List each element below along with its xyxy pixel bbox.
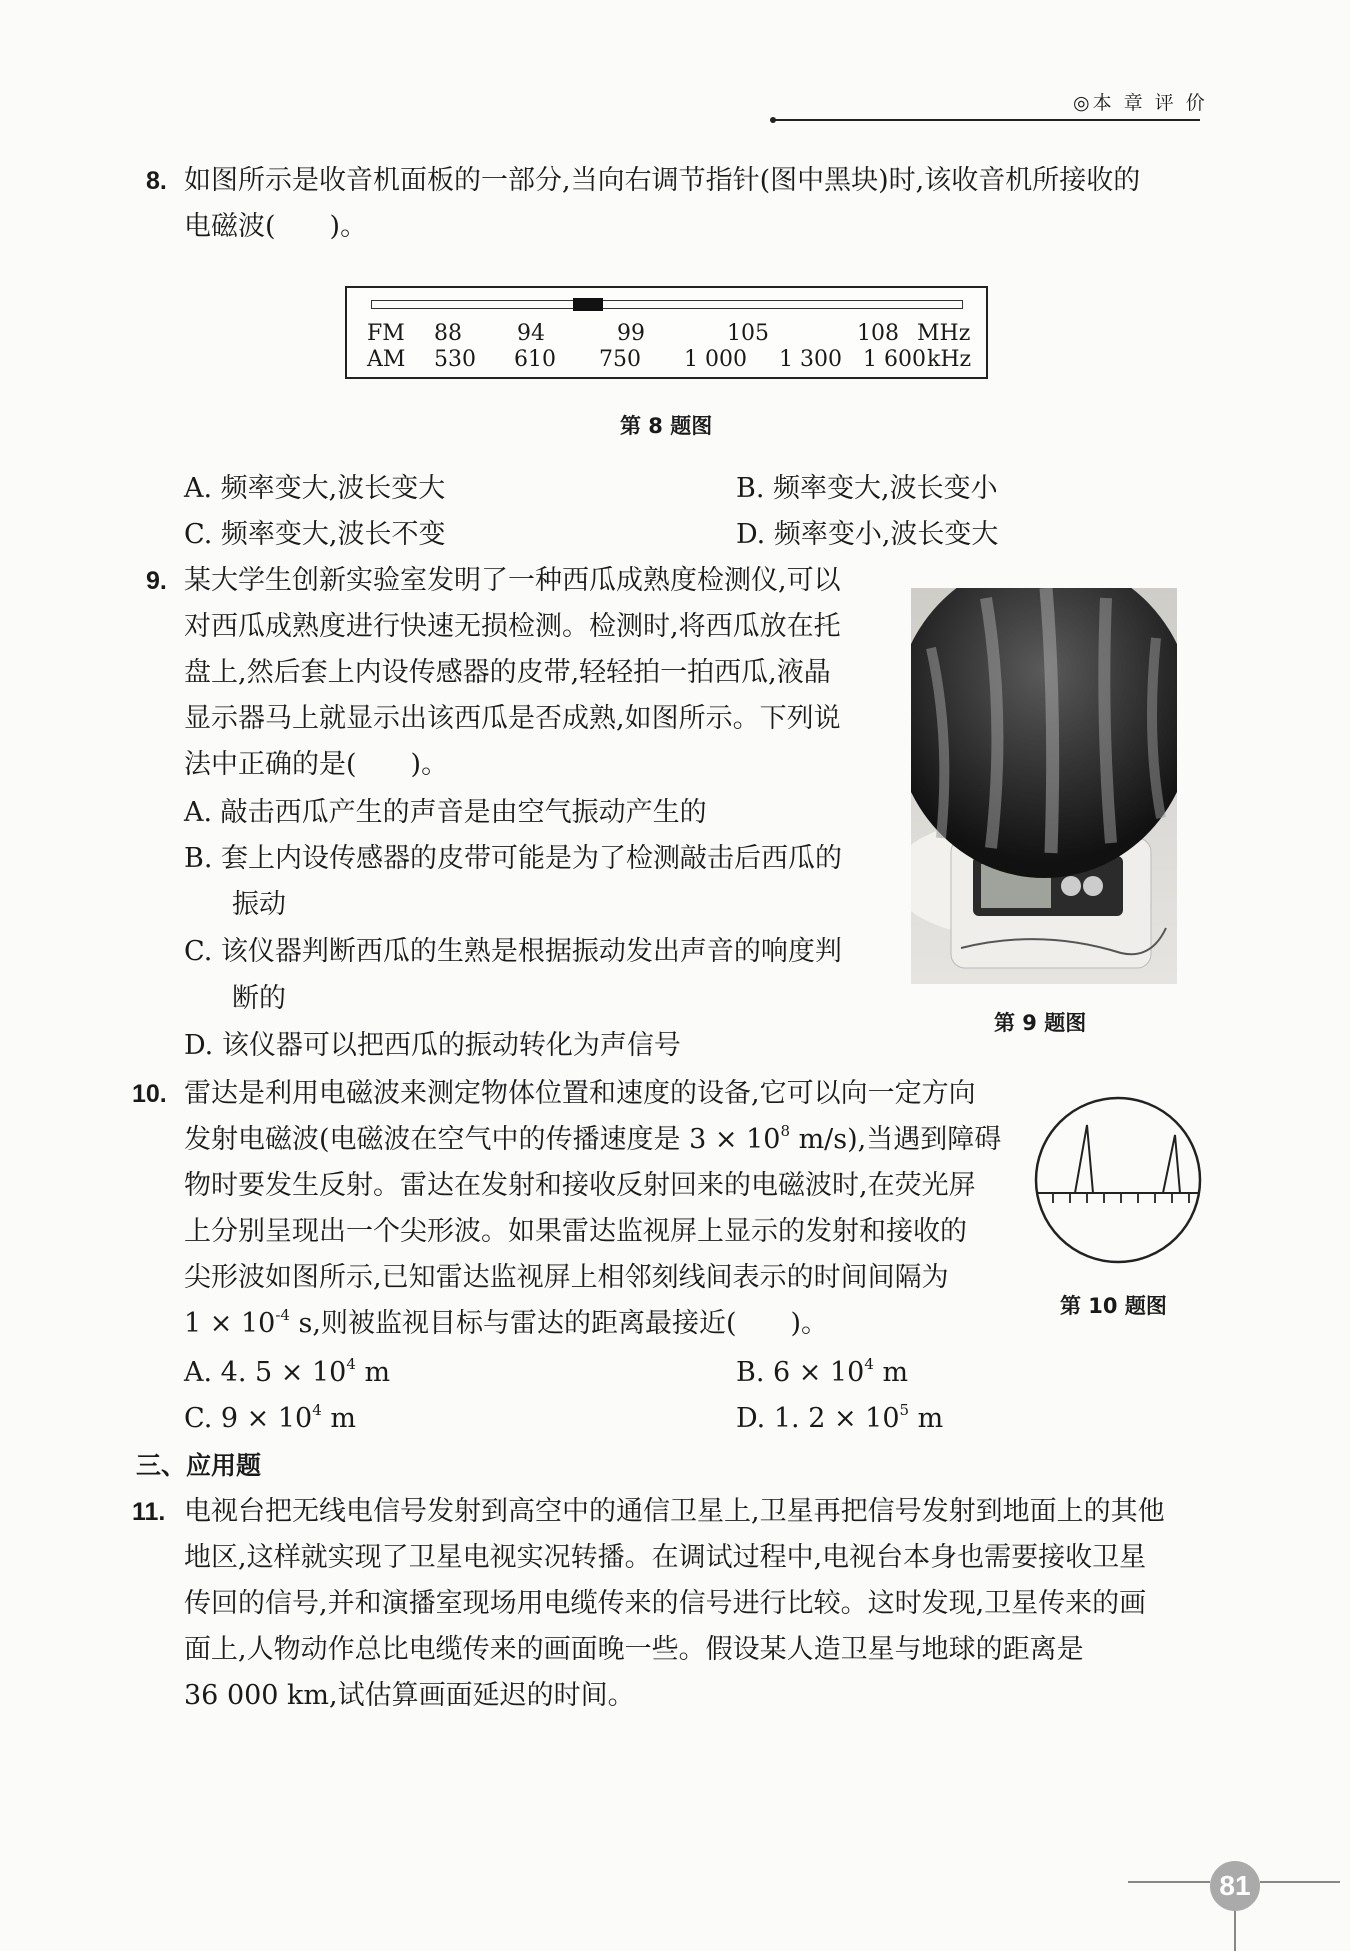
q10-option-a-exp: 4 xyxy=(346,1355,356,1373)
am-value: 610 xyxy=(514,347,556,372)
q10-line6-exponent: -4 xyxy=(275,1306,290,1324)
q11-text-line: 36 000 km,试估算画面延迟的时间。 xyxy=(184,1680,635,1711)
q8-option-c: C. 频率变大,波长不变 xyxy=(184,519,446,550)
section-heading: 三、应用题 xyxy=(136,1451,262,1480)
q9-option-c-cont: 断的 xyxy=(232,983,286,1014)
am-label: AM xyxy=(367,347,406,372)
q10-text-line: 尖形波如图所示,已知雷达监视屏上相邻刻线间表示的时间间隔为 xyxy=(184,1262,949,1293)
fm-value: 105 xyxy=(727,321,769,346)
q11-text-line: 电视台把无线电信号发射到高空中的通信卫星上,卫星再把信号发射到地面上的其他 xyxy=(184,1496,1165,1527)
q8-number-row xyxy=(146,158,167,204)
q9-text-line: 对西瓜成熟度进行快速无损检测。检测时,将西瓜放在托 xyxy=(184,611,841,642)
q9-option-b: B. 套上内设传感器的皮带可能是为了检测敲击后西瓜的 xyxy=(184,843,843,874)
am-unit: kHz xyxy=(927,347,972,372)
q10-text-line2 xyxy=(184,1117,1001,1163)
q9-option-d: D. 该仪器可以把西瓜的振动转化为声信号 xyxy=(184,1030,681,1061)
fm-value: 99 xyxy=(617,321,645,346)
dial-scale-bar xyxy=(371,300,963,309)
q10-number: 10. xyxy=(132,1080,167,1108)
q10-option-b xyxy=(736,1350,908,1396)
am-value: 530 xyxy=(434,347,476,372)
q8-option-b: B. 频率变大,波长变小 xyxy=(736,473,998,504)
fm-value: 108 xyxy=(857,321,899,346)
q10-line6-part1: 1 × 10 xyxy=(184,1308,276,1339)
am-row xyxy=(367,347,972,372)
fm-unit: MHz xyxy=(917,321,971,346)
fm-label: FM xyxy=(367,321,405,346)
chapter-header: ◎本 章 评 价 xyxy=(1073,92,1208,114)
q9-option-a: A. 敲击西瓜产生的声音是由空气振动产生的 xyxy=(184,797,707,828)
q9-text-line: 显示器马上就显示出该西瓜是否成熟,如图所示。下列说 xyxy=(184,703,841,734)
q10-option-c-exp: 4 xyxy=(312,1401,322,1419)
am-value: 750 xyxy=(599,347,641,372)
q8-option-a: A. 频率变大,波长变大 xyxy=(184,473,446,504)
q8-number: 8. xyxy=(146,167,167,195)
q10-option-a xyxy=(184,1350,390,1396)
q11-text-line: 传回的信号,并和演播室现场用电缆传来的信号进行比较。这时发现,卫星传来的画 xyxy=(184,1588,1147,1619)
q11-number: 11. xyxy=(132,1498,166,1526)
q10-option-a-unit: m xyxy=(355,1357,391,1388)
q9-text-line: 法中正确的是( )。 xyxy=(184,749,449,780)
q9-figure-caption: 第 9 题图 xyxy=(994,1011,1087,1035)
am-value: 1 600 xyxy=(863,347,926,372)
q9-option-c: C. 该仪器判断西瓜的生熟是根据振动发出声音的响度判 xyxy=(184,936,842,967)
watermelon-tester-photo xyxy=(911,588,1177,984)
q9-option-b-cont: 振动 xyxy=(232,889,286,920)
q10-line6-part2: s,则被监视目标与雷达的距离最接近( )。 xyxy=(289,1308,829,1339)
dial-needle xyxy=(573,298,603,311)
q10-option-b-unit: m xyxy=(873,1357,909,1388)
q10-line2-part1: 发射电磁波(电磁波在空气中的传播速度是 3 × 10 xyxy=(184,1124,781,1155)
header-rule xyxy=(772,119,1200,121)
am-value: 1 300 xyxy=(779,347,842,372)
q10-figure-caption: 第 10 题图 xyxy=(1060,1294,1167,1318)
q10-option-c-text: C. 9 × 10 xyxy=(184,1403,313,1434)
q10-text-line6 xyxy=(184,1301,828,1347)
fm-row xyxy=(367,321,971,346)
page-number-rule-down xyxy=(1234,1911,1236,1951)
q11-text-line: 面上,人物动作总比电缆传来的画面晚一些。假设某人造卫星与地球的距离是 xyxy=(184,1634,1084,1665)
page-number-rule-right xyxy=(1260,1881,1340,1883)
radar-screen-figure xyxy=(1033,1095,1203,1265)
q10-option-c xyxy=(184,1396,356,1442)
q10-option-b-exp: 4 xyxy=(864,1355,874,1373)
q8-text-line1: 如图所示是收音机面板的一部分,当向右调节指针(图中黑块)时,该收音机所接收的 xyxy=(184,165,1141,196)
q10-text-line: 雷达是利用电磁波来测定物体位置和速度的设备,它可以向一定方向 xyxy=(184,1078,976,1109)
am-value: 1 000 xyxy=(684,347,747,372)
q10-line2-part2: m/s),当遇到障碍 xyxy=(790,1124,1002,1155)
q10-option-d-unit: m xyxy=(909,1403,944,1434)
q10-option-a-text: A. 4. 5 × 10 xyxy=(184,1357,347,1388)
q10-option-d-exp: 5 xyxy=(899,1401,910,1419)
q8-text-line2: 电磁波( )。 xyxy=(184,211,368,242)
page-number-rule-left xyxy=(1128,1881,1210,1883)
q9-text-line: 盘上,然后套上内设传感器的皮带,轻轻拍一拍西瓜,液晶 xyxy=(184,657,831,688)
fm-value: 88 xyxy=(434,321,462,346)
q10-option-d xyxy=(736,1396,943,1442)
q10-option-b-text: B. 6 × 10 xyxy=(736,1357,865,1388)
radio-dial-figure xyxy=(345,286,988,379)
q8-option-d: D. 频率变小,波长变大 xyxy=(736,519,999,550)
fm-value: 94 xyxy=(517,321,545,346)
q10-line2-exponent: 8 xyxy=(780,1122,790,1140)
q10-option-d-text: D. 1. 2 × 10 xyxy=(736,1403,900,1434)
q9-number: 9. xyxy=(146,567,167,595)
q10-text-line: 物时要发生反射。雷达在发射和接收反射回来的电磁波时,在荧光屏 xyxy=(184,1170,976,1201)
q11-text-line: 地区,这样就实现了卫星电视实况转播。在调试过程中,电视台本身也需要接收卫星 xyxy=(184,1542,1147,1573)
q9-text-line: 某大学生创新实验室发明了一种西瓜成熟度检测仪,可以 xyxy=(184,565,841,596)
q10-text-line: 上分别呈现出一个尖形波。如果雷达监视屏上显示的发射和接收的 xyxy=(184,1216,967,1247)
page-number: 81 xyxy=(1210,1861,1260,1911)
q8-figure-caption: 第 8 题图 xyxy=(620,414,713,438)
q10-option-c-unit: m xyxy=(321,1403,356,1434)
